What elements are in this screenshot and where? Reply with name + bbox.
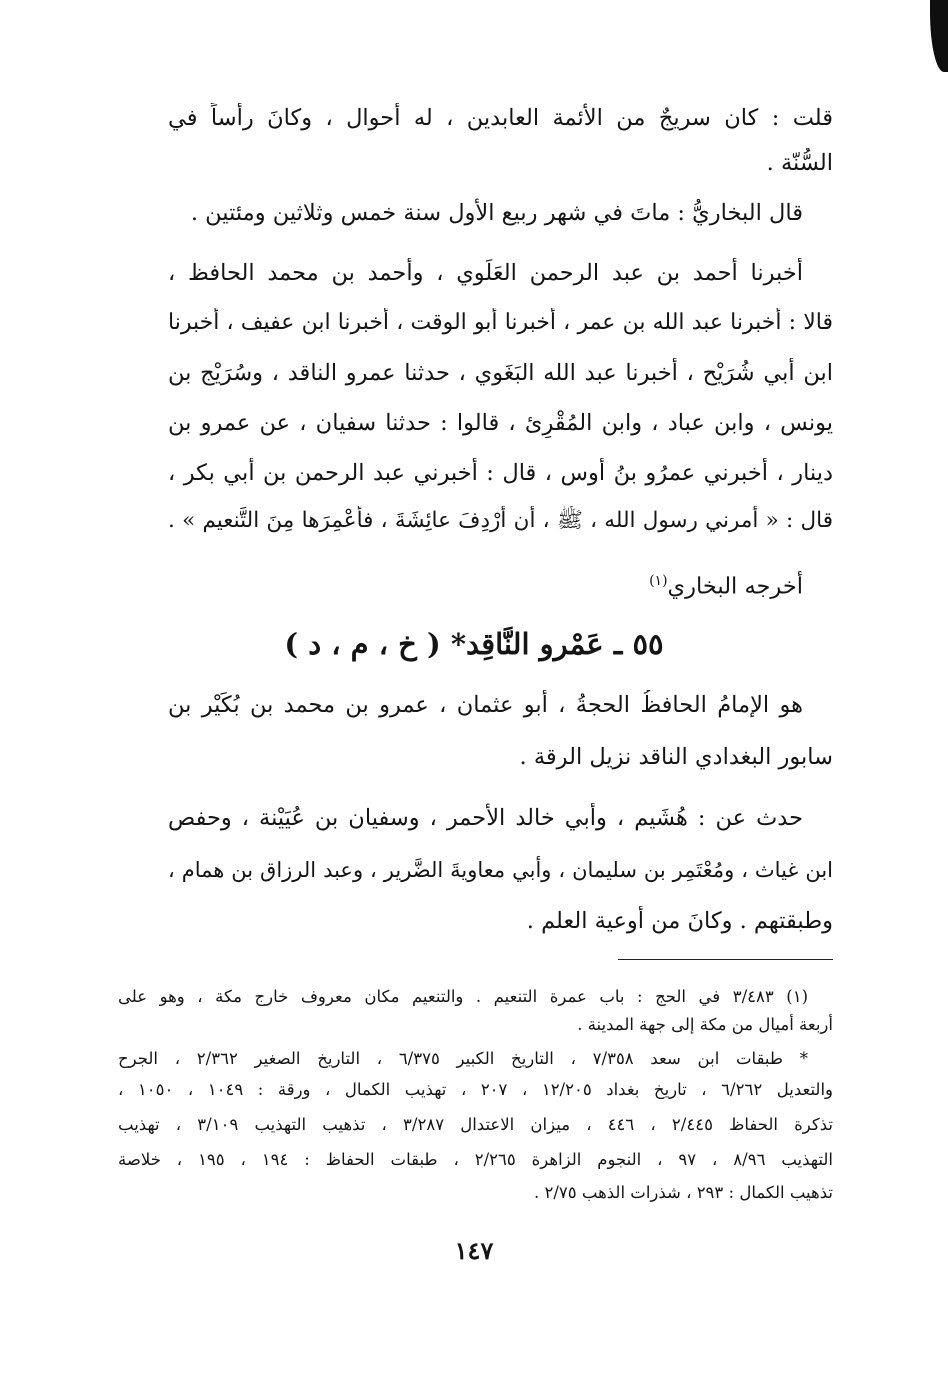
body-line: قلت : كان سريجٌ من الأئمة العابدين ، له أحوال ، وكانَ رأساً في	[168, 105, 833, 131]
page-number: ١٤٧	[454, 1236, 494, 1265]
bio-line: سابور البغدادي الناقد نزيل الرقة .	[519, 744, 833, 770]
teachers-line: وطبقتهم . وكانَ من أوعية العلم .	[526, 908, 833, 934]
hadith-line: قالا : أخبرنا عبد الله بن عمر ، أخبرنا أبو الوقت ، أخبرنا ابن عفيف ، أخبرنا	[168, 310, 833, 335]
teachers-line: حدث عن : هُشَيم ، وأبي خالد الأحمر ، وسفيان بن عُيَيْنة ، وحفص	[168, 805, 803, 831]
bukhari-death-line: قال البخاريُّ : ماتَ في شهر ربيع الأول سنة خمس وثلاثين ومئتين .	[190, 200, 803, 226]
bio-line: هو الإمامُ الحافظُ الحجةُ ، أبو عثمان ، عمرو بن محمد بن بُكَيْر بن	[168, 692, 803, 718]
footnote-line: والتعديل ٦/٢٦٢ ، تاريخ بغداد ١٢/٢٠٥ ، ٢٠٧ ، تهذيب الكمال ، ورقة : ١٠٤٩ ، ١٠٥٠ ،	[118, 1080, 833, 1099]
footnote-ref: (١)	[649, 573, 668, 589]
teachers-line: ابن غياث ، ومُعْتَمِر بن سليمان ، وأبي معاويةَ الضَّرير ، وعبد الرزاق بن همام ،	[168, 858, 833, 882]
hadith-line: قال : « أمرني رسول الله ، ﷺ ، أن أُرْدِفَ عائِشَةَ ، فأُعْمِرَها مِنَ التَّنعيم » .	[168, 508, 833, 533]
takhrij-text: أخرجه البخاري	[667, 573, 803, 600]
body-line: السُّنّة .	[766, 150, 833, 176]
footnote-line: أربعة أميال من مكة إلى جهة المدينة .	[577, 1015, 833, 1034]
footnote-line: * طبقات ابن سعد ٧/٣٥٨ ، التاريخ الكبير ٦/٣٧٥ ، التاريخ الصغير ٢/٣٦٢ ، الجرح	[118, 1049, 808, 1068]
hadith-line: أخبرنا أحمد بن عبد الرحمن العَلَوي ، وأحمد بن محمد الحافظ ،	[168, 260, 803, 286]
hadith-line: ابن أبي شُرَيْح ، أخبرنا عبد الله البَغَوي ، حدثنا عمرو الناقد ، وسُرَيْج بن	[168, 360, 833, 386]
footnote-line: تذهيب الكمال : ٢٩٣ ، شذرات الذهب ٢/٧٥ .	[533, 1183, 833, 1202]
footnote-separator	[618, 959, 833, 960]
entry-codes: ( خ ، م ، د )	[284, 627, 441, 661]
entry-title: ٥٥ ـ عَمْرو النَّاقِد	[466, 627, 664, 661]
takhrij-line	[168, 566, 803, 602]
entry-heading	[200, 624, 748, 664]
hadith-line: يونس ، وابن عباد ، وابن المُقْرِئ ، قالوا : حدثنا سفيان ، عن عمرو بن	[168, 410, 833, 436]
hadith-line: دينار ، أخبرني عمرُو بنُ أوس ، قال : أخبرني عبد الرحمن بن أبي بكر ،	[168, 460, 833, 486]
scan-edge-mark	[930, 0, 948, 72]
footnote-line: تذكرة الحفاظ ٢/٤٤٥ ، ٤٤٦ ، ميزان الاعتدال ٣/٢٨٧ ، تذهيب التهذيب ٣/١٠٩ ، تهذيب	[118, 1115, 833, 1134]
footnote-line: (١) ٣/٤٨٣ في الحج : باب عمرة التنعيم . والتنعيم مكان معروف خارج مكة ، وهو على	[118, 987, 808, 1006]
footnote-line: التهذيب ٨/٩٦ ، ٩٧ ، النجوم الزاهرة ٢/٢٦٥ ، طبقات الحفاظ : ١٩٤ ، ١٩٥ ، خلاصة	[118, 1150, 833, 1169]
entry-asterisk: *	[450, 627, 466, 661]
